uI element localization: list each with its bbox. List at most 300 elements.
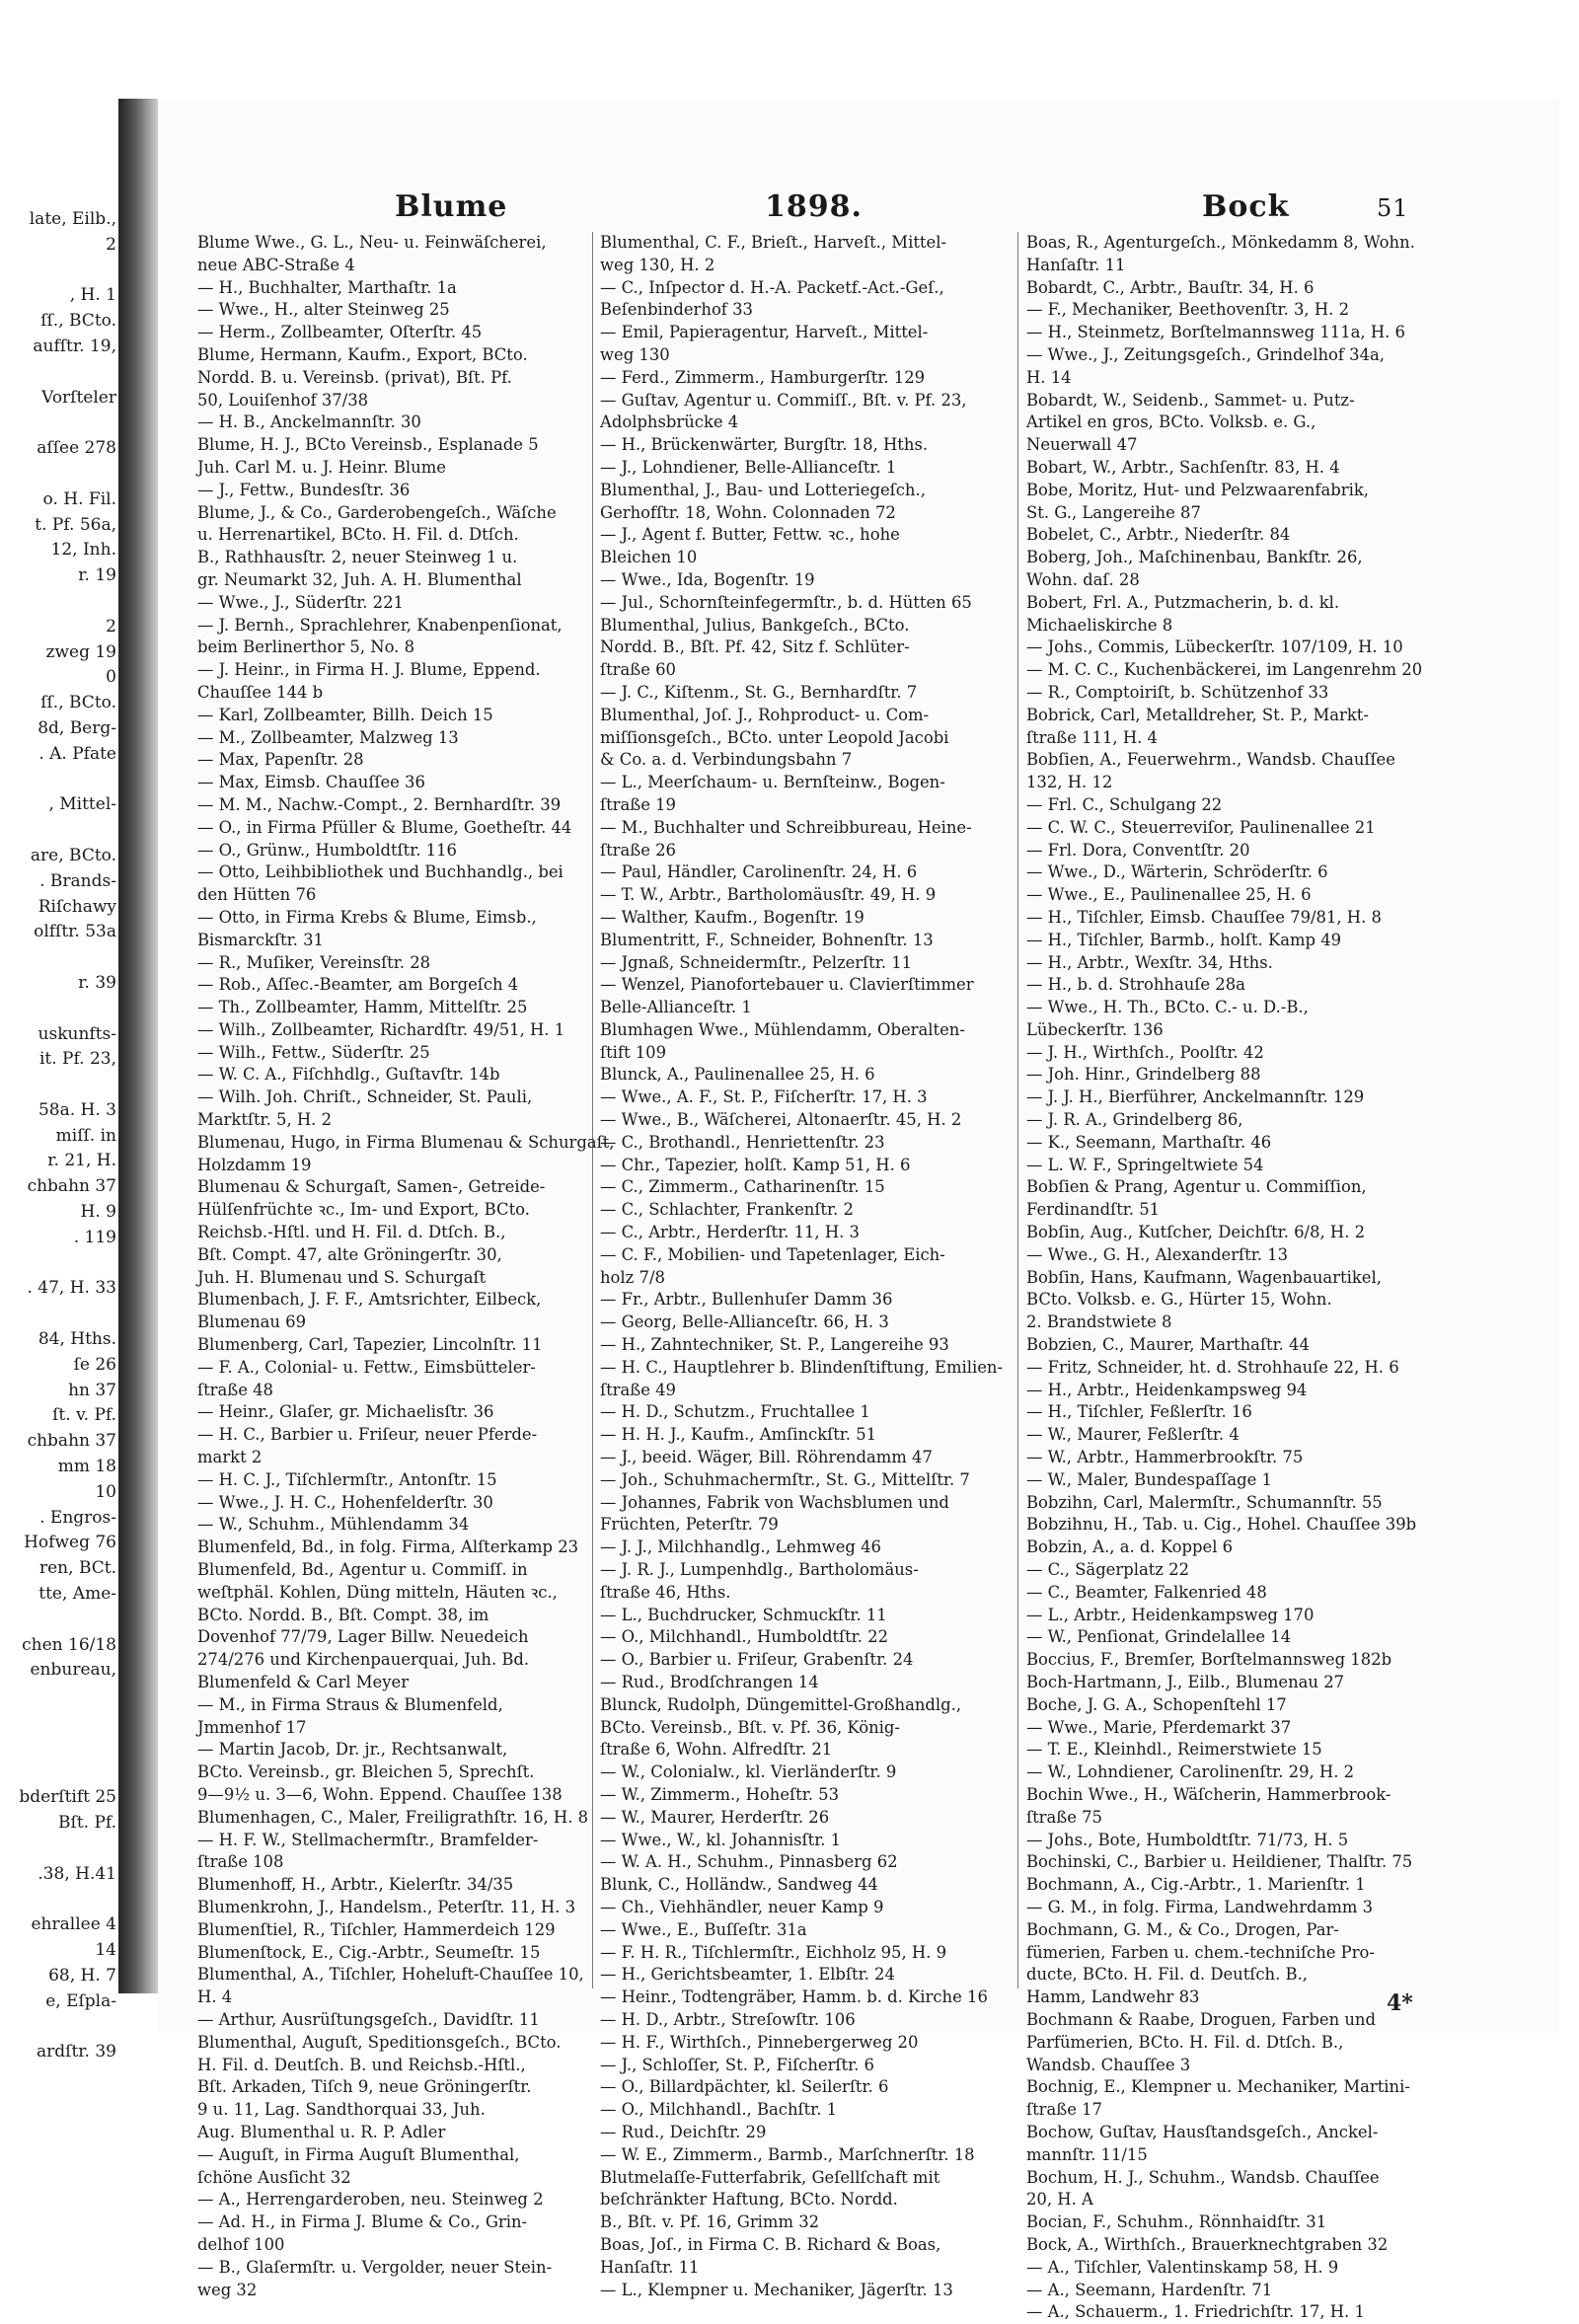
directory-entry-line: — C. W. C., Steuerreviſor, Paulinenallee 21 (1026, 817, 1376, 837)
directory-entry-line: — F., Mechaniker, Beethovenſtr. 3, H. 2 (1026, 300, 1349, 320)
directory-entry-line: Blumenhagen, C., Maler, Freiligrathſtr. 16, H. 8 (197, 1807, 589, 1827)
header-year: 1898. (765, 189, 863, 224)
directory-entry-line: miſſ. in (55, 1125, 116, 1146)
directory-entry-line: ſtraße 48 (197, 1380, 273, 1399)
directory-entry-line: — H., Arbtr., Heidenkampsweg 94 (1026, 1380, 1308, 1399)
directory-entry-line: beim Berlinerthor 5, No. 8 (197, 637, 415, 657)
directory-entry-line: . 119 (73, 1227, 116, 1247)
directory-entry-line: markt 2 (197, 1448, 263, 1467)
directory-entry-line: , Mittel- (48, 794, 116, 815)
directory-entry-line: — W., Penſionat, Grindelallee 14 (1026, 1627, 1292, 1647)
directory-entry-line: Blumenthal, J., Bau- und Lotteriegeſch., (600, 480, 926, 499)
directory-entry-line: fümerien, Farben u. chem.-techniſche Pro- (1026, 1942, 1375, 1962)
directory-entry-line: — Jul., Schornſteinfegermſtr., b. d. Hütten 65 (600, 592, 972, 612)
directory-entry-line: 9 u. 11, Lag. Sandthorquai 33, Juh. (197, 2100, 486, 2120)
directory-entry-line: — O., Milchhandl., Bachſtr. 1 (600, 2100, 838, 2120)
directory-entry-line: Bobardt, C., Arbtr., Bauſtr. 34, H. 6 (1026, 277, 1315, 297)
directory-entry-line: ſtraße 17 (1026, 2100, 1102, 2120)
directory-entry-line: — Wwe., J., Zeitungsgeſch., Grindelhof 34a, (1026, 344, 1385, 364)
directory-entry-line: — O., Milchhandl., Humboldtſtr. 22 (600, 1627, 888, 1647)
directory-entry-line: — T. W., Arbtr., Bartholomäusſtr. 49, H. 9 (600, 885, 937, 905)
directory-entry-line: late, Eilb., (29, 209, 116, 229)
directory-entry-line: Blumenau 69 (197, 1312, 307, 1332)
directory-entry-line: 2. Brandstwiete 8 (1026, 1312, 1172, 1332)
directory-entry-line: — Wwe., Ida, Bogenſtr. 19 (600, 569, 815, 589)
directory-entry-line: ſtraße 60 (600, 660, 676, 680)
directory-entry-line: — W., Arbtr., Hammerbrookſtr. 75 (1026, 1448, 1304, 1467)
directory-entry-line: Boccius, F., Bremſer, Borſtelmannsweg 182b (1026, 1650, 1392, 1670)
directory-entry-line: Bochin Wwe., H., Wäſcherin, Hammerbrook- (1026, 1784, 1391, 1804)
directory-entry-line (0, 1888, 116, 1913)
directory-entry-line: — J., Agent f. Butter, Fettw. ꝛc., hohe (600, 525, 900, 545)
directory-entry-line: — W., Maler, Bundespaſſage 1 (1026, 1469, 1272, 1489)
directory-entry-line: Bobſin, Hans, Kaufmann, Wagenbauartikel, (1026, 1267, 1382, 1287)
directory-entry-line: BCto. Volksb. e. G., Hürter 15, Wohn. (1026, 1290, 1332, 1310)
directory-entry-line: — Otto, in Firma Krebs & Blume, Eimsb., (197, 907, 537, 927)
directory-entry-line: — H., Brückenwärter, Burgſtr. 18, Hths. (600, 435, 929, 455)
directory-entry-line: Wohn. daſ. 28 (1026, 569, 1140, 589)
directory-entry-line: 2 (106, 234, 116, 255)
directory-entry-line: ren, BCt. (39, 1558, 116, 1579)
directory-entry-line: BCto. Vereinsb., Bſt. v. Pf. 36, König- (600, 1717, 900, 1737)
directory-entry-line: — Frl. C., Schulgang 22 (1026, 794, 1223, 814)
directory-entry-line: — J. Heinr., in Firma H. J. Blume, Eppend. (197, 660, 541, 680)
directory-entry-line: ſtraße 46, Hths. (600, 1582, 731, 1602)
directory-entry-line: Boberg, Joh., Maſchinenbau, Bankſtr. 26, (1026, 548, 1363, 567)
directory-entry-line: 20, H. A (1026, 2190, 1093, 2210)
directory-entry-line: — C., Brothandl., Henriettenſtr. 23 (600, 1132, 885, 1152)
directory-entry-line: Hofweg 76 (24, 1533, 116, 1553)
directory-entry-line: Bochmann, A., Cig.-Arbtr., 1. Marienſtr. 1 (1026, 1875, 1366, 1895)
directory-entry-line: — Wenzel, Pianofortebauer u. Clavierſtimmer (600, 975, 974, 995)
directory-entry-line: den Hütten 76 (197, 885, 317, 905)
directory-entry-line: — Martin Jacob, Dr. jr., Rechtsanwalt, (197, 1740, 508, 1760)
directory-entry-line: are, BCto. (30, 845, 116, 865)
directory-entry-line (0, 1761, 116, 1786)
directory-entry-line: ſe 26 (73, 1354, 116, 1375)
directory-entry-line: H. 4 (197, 1987, 233, 2007)
directory-entry-line: — H., Zahntechniker, St. P., Langereihe 93 (600, 1335, 949, 1355)
directory-entry-line: mannſtr. 11/15 (1026, 2144, 1148, 2164)
directory-entry-line: ſtraße 49 (600, 1380, 676, 1399)
directory-entry-line: — J. C., Kiſtenm., St. G., Bernhardſtr. 7 (600, 682, 918, 702)
directory-entry-line: Juh. Carl M. u. J. Heinr. Blume (197, 457, 446, 477)
directory-entry-line: Blunk, C., Holländw., Sandweg 44 (600, 1875, 878, 1895)
directory-entry-line: r. 39 (78, 972, 116, 993)
directory-entry-line: — Johs., Commis, Lübeckerſtr. 107/109, H. 10 (1026, 637, 1403, 657)
directory-entry-line: — Wilh., Zollbeamter, Richardſtr. 49/51, H. 1 (197, 1019, 565, 1039)
directory-entry-line: — M., Buchhalter und Schreibbureau, Heine- (600, 817, 972, 837)
directory-entry-line: Dovenhof 77/79, Lager Billw. Neuedeich (197, 1627, 529, 1647)
directory-entry-line: neue ABC-Straße 4 (197, 255, 355, 274)
directory-entry-line: Bobzihnu, H., Tab. u. Cig., Hohel. Chauſſee 39b (1026, 1515, 1417, 1535)
directory-entry-line: — H. D., Arbtr., Streſowſtr. 106 (600, 2009, 856, 2029)
directory-entry-line: 9—9½ u. 3—6, Wohn. Eppend. Chauſſee 138 (197, 1784, 563, 1804)
directory-entry-line: Jmmenhof 17 (197, 1717, 307, 1737)
directory-entry-line: tte, Ame- (38, 1584, 116, 1605)
directory-entry-line: — Frl. Dora, Conventſtr. 20 (1026, 840, 1250, 860)
directory-entry-line: Blumenfeld, Bd., in folg. Firma, Alſterkamp 23 (197, 1537, 579, 1557)
column-3 (1026, 232, 1446, 2322)
directory-entry-line: Michaeliskirche 8 (1026, 615, 1173, 635)
directory-entry-line: — L., Klempner u. Mechaniker, Jägerſtr. 13 (600, 2280, 953, 2299)
directory-entry-line: 2 (106, 616, 116, 637)
directory-entry-line: — W., Schuhm., Mühlendamm 34 (197, 1515, 470, 1535)
directory-entry-line: Blutmelaſſe-Futterfabrik, Geſellſchaft mit (600, 2167, 940, 2187)
directory-entry-line: — M., Zollbeamter, Malzweg 13 (197, 727, 459, 747)
directory-entry-line: Nordd. B., Bſt. Pf. 42, Sitz f. Schlüter- (600, 637, 910, 657)
directory-entry-line: — C., Zimmerm., Catharinenſtr. 15 (600, 1177, 885, 1197)
directory-entry-line: Holzdamm 19 (197, 1155, 312, 1174)
directory-entry-line: B., Bſt. v. Pf. 16, Grimm 32 (600, 2212, 820, 2232)
directory-entry-line: — H., Buchhalter, Marthaſtr. 1a (197, 277, 457, 297)
directory-entry-line: Bobart, W., Arbtr., Sachſenſtr. 83, H. 4 (1026, 457, 1340, 477)
directory-entry-line: — Wilh. Joh. Chriſt., Schneider, St. Pauli, (197, 1087, 533, 1107)
directory-entry-line (0, 945, 116, 971)
directory-entry-line: aufſtr. 19, (33, 336, 116, 356)
directory-entry-line: ſtraße 108 (197, 1852, 284, 1872)
directory-entry-line: , H. 1 (69, 285, 116, 306)
directory-entry-line: Bochum, H. J., Schuhm., Wandsb. Chauſſee (1026, 2167, 1380, 2187)
directory-entry-line: — K., Seemann, Marthaſtr. 46 (1026, 1132, 1272, 1152)
directory-entry-line: — Max, Papenſtr. 28 (197, 750, 364, 770)
directory-entry-line: — J. Bernh., Sprachlehrer, Knabenpenſionat, (197, 615, 563, 635)
directory-entry-line (0, 818, 116, 844)
directory-entry-line (0, 411, 116, 436)
directory-entry-line: Blume, H. J., BCto Vereinsb., Esplanade 5 (197, 435, 539, 455)
directory-entry-line: — Rud., Deichſtr. 29 (600, 2122, 767, 2141)
directory-entry-line (0, 1608, 116, 1633)
directory-entry-line: — J. J. H., Bierführer, Anckelmannſtr. 129 (1026, 1087, 1365, 1107)
directory-entry-line (0, 1735, 116, 1761)
directory-entry-line: — R., Muſiker, Vereinsſtr. 28 (197, 952, 431, 972)
directory-entry-line: Bocian, F., Schuhm., Rönnhaidſtr. 31 (1026, 2212, 1327, 2232)
directory-entry-line: Blumenthal, A., Tiſchler, Hoheluft-Chauſſee 10, (197, 1965, 584, 1985)
directory-entry-line: — J. R. A., Grindelberg 86, (1026, 1110, 1243, 1130)
directory-entry-line: e, Eſpla- (45, 1990, 116, 2011)
directory-entry-line: — J. J., Milchhandlg., Lehmweg 46 (600, 1537, 881, 1557)
directory-entry-line: H. 14 (1026, 367, 1072, 387)
directory-entry-line: chbahn 37 (27, 1176, 116, 1197)
directory-entry-line: — C. F., Mobilien- und Tapetenlager, Eich- (600, 1244, 945, 1264)
directory-entry-line: — Wwe., G. H., Alexanderſtr. 13 (1026, 1244, 1289, 1264)
directory-entry-line: Ferdinandſtr. 51 (1026, 1200, 1161, 1220)
directory-entry-line: 132, H. 12 (1026, 773, 1113, 792)
directory-entry-line: ſſ., BCto. (40, 693, 116, 713)
directory-entry-line: Hamm, Landwehr 83 (1026, 1987, 1200, 2007)
directory-entry-line: — H. C., Barbier u. Friſeur, neuer Pferde- (197, 1425, 538, 1445)
directory-entry-line: zweg 19 (45, 641, 116, 662)
directory-entry-line: weſtphäl. Kohlen, Düng mitteln, Häuten ꝛc., (197, 1582, 558, 1602)
directory-entry-line: — Johs., Bote, Humboldtſtr. 71/73, H. 5 (1026, 1830, 1349, 1849)
directory-entry-line: Blumenthal, C. F., Brieſt., Harveſt., Mittel- (600, 233, 946, 252)
directory-entry-line (0, 1837, 116, 1862)
directory-entry-line: — Fr., Arbtr., Bullenhuſer Damm 36 (600, 1290, 893, 1310)
directory-entry-line: ehrallee 4 (31, 1914, 116, 1935)
directory-entry-line: — Joh., Schuhmachermſtr., St. G., Mittelſtr. 7 (600, 1469, 970, 1489)
directory-entry-line: 84, Hths. (38, 1329, 116, 1350)
directory-entry-line: hn 37 (68, 1380, 116, 1400)
directory-entry-line: weg 130, H. 2 (600, 255, 715, 274)
directory-entry-line: Blumenthal, Auguſt, Speditionsgeſch., BCto. (197, 2032, 562, 2052)
directory-entry-line: Blume, J., & Co., Garderobengeſch., Wäſche (197, 502, 557, 522)
directory-entry-line: Blumenfeld, Bd., Agentur u. Commiſſ. in (197, 1560, 528, 1580)
directory-entry-line: 0 (106, 667, 116, 688)
directory-entry-line: Blumenkrohn, J., Handelsm., Peterſtr. 11, H. 3 (197, 1897, 576, 1916)
directory-entry-line (0, 2015, 116, 2041)
directory-entry-line: Bobzien, C., Maurer, Marthaſtr. 44 (1026, 1335, 1310, 1355)
directory-entry-line: — Herm., Zollbeamter, Oſterſtr. 45 (197, 323, 483, 342)
column-rule-2 (1017, 232, 1018, 1988)
directory-entry-line: Bobrick, Carl, Metalldreher, St. P., Markt- (1026, 705, 1369, 724)
directory-entry-line: — Arthur, Ausrüſtungsgeſch., Davidſtr. 11 (197, 2009, 540, 2029)
directory-entry-line: — Wilh., Fettw., Süderſtr. 25 (197, 1042, 430, 1062)
directory-entry-line: ſtraße 75 (1026, 1807, 1102, 1827)
directory-entry-line: Artikel en gros, BCto. Volksb. e. G., (1026, 412, 1316, 432)
directory-entry-line: 50, Louiſenhof 37/38 (197, 390, 369, 410)
directory-entry-line: — W., Colonialw., kl. Vierländerſtr. 9 (600, 1762, 897, 1782)
directory-entry-line: & Co. a. d. Verbindungsbahn 7 (600, 750, 853, 770)
directory-entry-line: — W. E., Zimmerm., Barmb., Marſchnerſtr. 18 (600, 2144, 975, 2164)
directory-entry-line: — T. E., Kleinhdl., Reimerstwiete 15 (1026, 1740, 1322, 1760)
directory-entry-line: chbahn 37 (27, 1431, 116, 1452)
directory-entry-line: — O., Billardpächter, kl. Seilerſtr. 6 (600, 2077, 889, 2097)
directory-entry-line: — O., in Firma Pfüller & Blume, Goetheſtr. 44 (197, 817, 572, 837)
directory-entry-line: Vorſteler (41, 387, 116, 408)
directory-entry-line: Adolphsbrücke 4 (600, 412, 739, 432)
directory-entry-line: — H., Tiſchler, Barmb., holſt. Kamp 49 (1026, 930, 1342, 949)
directory-entry-line: 274/276 und Kirchenpauerquai, Juh. Bd. (197, 1650, 530, 1670)
directory-entry-line: Blumenthal, Julius, Bankgeſch., BCto. (600, 615, 910, 635)
directory-entry-line: Blumentritt, F., Schneider, Bohnenſtr. 13 (600, 930, 934, 949)
directory-entry-line: 14 (95, 1940, 116, 1961)
header-right-keyword: Bock (1202, 189, 1290, 224)
directory-entry-line: . Engros- (39, 1507, 116, 1528)
directory-entry-line: .38, H.41 (38, 1863, 116, 1884)
directory-entry-line: — Johannes, Fabrik von Wachsblumen und (600, 1492, 949, 1512)
directory-entry-line: — C., Beamter, Falkenried 48 (1026, 1582, 1267, 1602)
directory-entry-line: ſtraße 26 (600, 840, 676, 860)
directory-entry-line: — Auguſt, in Firma Auguſt Blumenthal, (197, 2144, 520, 2164)
directory-entry-line: — W. C. A., Fiſchhdlg., Guſtavſtr. 14b (197, 1065, 500, 1085)
directory-entry-line: Bſt. Compt. 47, alte Gröningerſtr. 30, (197, 1244, 502, 1264)
directory-entry-line: Bock, A., Wirthſch., Brauerknechtgraben 32 (1026, 2234, 1389, 2254)
directory-entry-line: — R., Comptoiriſt, b. Schützenhof 33 (1026, 682, 1329, 702)
directory-entry-line: — A., Tiſchler, Valentinskamp 58, H. 9 (1026, 2257, 1339, 2277)
directory-entry-line: H. 9 (80, 1202, 116, 1223)
directory-entry-line: mm 18 (57, 1457, 116, 1477)
directory-entry-line: Bobert, Frl. A., Putzmacherin, b. d. kl. (1026, 592, 1340, 612)
directory-entry-line: aſſee 278 (37, 438, 116, 459)
directory-entry-line: — L., Meerſchaum- u. Bernſteinw., Bogen- (600, 773, 945, 792)
directory-entry-line: — Rob., Aſſec.-Beamter, am Borgeſch 4 (197, 975, 519, 995)
directory-entry-line: beſchränkter Haftung, BCto. Nordd. (600, 2190, 898, 2210)
directory-entry-line: Früchten, Peterſtr. 79 (600, 1515, 779, 1535)
left-page-fragment (0, 207, 116, 2062)
directory-entry-line: r. 19 (78, 565, 116, 586)
directory-entry-line: — H. C. J., Tiſchlermſtr., Antonſtr. 15 (197, 1469, 497, 1489)
directory-entry-line: — Wwe., Marie, Pferdemarkt 37 (1026, 1717, 1292, 1737)
directory-entry-line: Bobzihn, Carl, Malermſtr., Schumannſtr. 55 (1026, 1492, 1383, 1512)
directory-entry-line: 8d, Berg- (38, 717, 116, 738)
directory-entry-line: — H., Steinmetz, Borſtelmannsweg 111a, H. 6 (1026, 323, 1405, 342)
directory-entry-line: — Wwe., J. H. C., Hohenfelderſtr. 30 (197, 1492, 493, 1512)
directory-entry-line: Bleichen 10 (600, 548, 698, 567)
directory-entry-line: Blunck, Rudolph, Düngemittel-Großhandlg., (600, 1694, 962, 1714)
directory-entry-line: — A., Schauerm., 1. Friedrichſtr. 17, H. 1 (1026, 2302, 1365, 2322)
directory-entry-line: weg 130 (600, 344, 670, 364)
directory-entry-line: — J., Fettw., Bundesſtr. 36 (197, 480, 411, 499)
directory-entry-line: B., Rathhausſtr. 2, neuer Steinweg 1 u. (197, 548, 518, 567)
directory-entry-line: Blumenau & Schurgaſt, Samen-, Getreide- (197, 1177, 546, 1197)
directory-entry-line: — G. M., in folg. Firma, Landwehrdamm 3 (1026, 1897, 1374, 1916)
directory-entry-line: Bobſien, A., Feuerwehrm., Wandsb. Chauſſee (1026, 750, 1395, 770)
directory-entry-line: ſtift 109 (600, 1042, 667, 1062)
directory-entry-line: Blumenbach, J. F. F., Amtsrichter, Eilbeck, (197, 1290, 542, 1310)
directory-entry-line: Bochmann, G. M., & Co., Drogen, Par- (1026, 1919, 1339, 1939)
directory-entry-line: — Paul, Händler, Carolinenſtr. 24, H. 6 (600, 862, 918, 882)
directory-entry-line: — H., Arbtr., Wexſtr. 34, Hths. (1026, 952, 1273, 972)
directory-entry-line: ſtraße 6, Wohn. Alfredſtr. 21 (600, 1740, 833, 1760)
directory-entry-line: Bochmann & Raabe, Droguen, Farben und (1026, 2009, 1376, 2029)
directory-entry-line: Nordd. B. u. Vereinsb. (privat), Bſt. Pf. (197, 367, 512, 387)
directory-entry-line: ſtraße 111, H. 4 (1026, 727, 1158, 747)
directory-entry-line: . A. Pfate (38, 743, 116, 764)
directory-entry-line: Riſchawy (38, 896, 116, 917)
directory-entry-line: — H. F., Wirthſch., Pinnebergerweg 20 (600, 2032, 919, 2052)
directory-entry-line: Lübeckerſtr. 136 (1026, 1019, 1164, 1039)
directory-entry-line: Bobſien & Prang, Agentur u. Commiſſion, (1026, 1177, 1367, 1197)
directory-entry-line: weg 32 (197, 2280, 258, 2299)
directory-entry-line: — J. R. J., Lumpenhdlg., Bartholomäus- (600, 1560, 919, 1580)
directory-entry-line (0, 462, 116, 487)
directory-entry-line: Blumenthal, Joſ. J., Rohproduct- u. Com- (600, 705, 930, 724)
header-left-keyword: Blume (395, 189, 508, 224)
directory-entry-line: — Heinr., Todtengräber, Hamm. b. d. Kirche 16 (600, 1987, 988, 2007)
directory-entry-line: Bobzin, A., a. d. Koppel 6 (1026, 1537, 1234, 1557)
directory-entry-line: — L. W. F., Springeltwiete 54 (1026, 1155, 1264, 1174)
directory-entry-line: Blumenau, Hugo, in Firma Blumenau & Schurgaſt, (197, 1132, 615, 1152)
directory-entry-line: H. Fil. d. Deutſch. B. und Reichsb.-Hſtl., (197, 2055, 526, 2074)
directory-entry-line: — Emil, Papieragentur, Harveſt., Mittel- (600, 323, 929, 342)
directory-entry-line: — H. D., Schutzm., Fruchtallee 1 (600, 1402, 870, 1422)
directory-entry-line: Boas, Joſ., in Firma C. B. Richard & Boas, (600, 2234, 941, 2254)
directory-entry-line: — Th., Zollbeamter, Hamm, Mittelſtr. 25 (197, 998, 528, 1017)
directory-entry-line: — Fritz, Schneider, ht. d. Strohhauſe 22, H. 6 (1026, 1357, 1399, 1377)
directory-entry-line: Bochnig, E., Klempner u. Mechaniker, Martini- (1026, 2077, 1410, 2097)
directory-entry-line: uskunfts- (38, 1023, 116, 1044)
book-gutter (118, 99, 158, 1993)
directory-entry-line: Blumenberg, Carl, Tapezier, Lincolnſtr. 11 (197, 1335, 543, 1355)
column-1 (197, 232, 615, 2299)
directory-entry-line: Juh. H. Blumenau und S. Schurgaſt (197, 1267, 487, 1287)
directory-entry-line: — H., Gerichtsbeamter, 1. Elbſtr. 24 (600, 1965, 895, 1985)
directory-entry-line: . Brands- (39, 870, 116, 891)
directory-entry-line: — Walther, Kaufm., Bogenſtr. 19 (600, 907, 865, 927)
directory-entry-line: Bſt. Pf. (58, 1813, 116, 1834)
directory-entry-line: — Ch., Viehhändler, neuer Kamp 9 (600, 1897, 884, 1916)
directory-entry-line: — M. M., Nachw.-Compt., 2. Bernhardſtr. 39 (197, 794, 562, 814)
directory-entry-line: — O., Barbier u. Friſeur, Grabenſtr. 24 (600, 1650, 914, 1670)
page-header (158, 189, 1559, 229)
directory-entry-line: Neuerwall 47 (1026, 435, 1138, 455)
directory-entry-line: Blunck, A., Paulinenallee 25, H. 6 (600, 1065, 875, 1085)
directory-entry-line: 12, Inh. (50, 540, 116, 561)
directory-entry-line: — F. A., Colonial- u. Fettw., Eimsbütteler- (197, 1357, 536, 1377)
directory-entry-line: Chauſſee 144 b (197, 682, 324, 702)
directory-entry-line: — C., Arbtr., Herderſtr. 11, H. 3 (600, 1223, 860, 1242)
directory-entry-line: — J., beeid. Wäger, Bill. Röhrendamm 47 (600, 1448, 933, 1467)
directory-entry-line: Blumenſtiel, R., Tiſchler, Hammerdeich 129 (197, 1919, 556, 1939)
directory-entry-line: — H. C., Hauptlehrer b. Blindenſtiftung, Emilien- (600, 1357, 1004, 1377)
directory-entry-line: — Otto, Leihbibliothek und Buchhandlg., bei (197, 862, 564, 882)
directory-entry-line: . 47, H. 33 (27, 1278, 116, 1299)
directory-entry-line: Blume Wwe., G. L., Neu- u. Feinwäſcherei, (197, 233, 547, 252)
directory-entry-line: — Chr., Tapezier, holſt. Kamp 51, H. 6 (600, 1155, 911, 1174)
directory-entry-line: — Wwe., H. Th., BCto. C.- u. D.-B., (1026, 998, 1309, 1017)
directory-entry-line: 10 (95, 1481, 116, 1502)
directory-entry-line: — C., Inſpector d. H.-A. Packetf.-Act.-Geſ., (600, 277, 944, 297)
directory-entry-line: — Georg, Belle-Allianceſtr. 66, H. 3 (600, 1312, 889, 1332)
page-number: 51 (1377, 194, 1409, 222)
directory-entry-line: Hülſenfrüchte ꝛc., Im- und Export, BCto. (197, 1200, 530, 1220)
directory-entry-line: — Joh. Hinr., Grindelberg 88 (1026, 1065, 1261, 1085)
directory-entry-line: ſtraße 19 (600, 794, 676, 814)
directory-entry-line: — Rud., Brodſchrangen 14 (600, 1673, 819, 1691)
directory-entry-line: — A., Herrengarderoben, neu. Steinweg 2 (197, 2190, 544, 2210)
directory-entry-line: — Karl, Zollbeamter, Billh. Deich 15 (197, 705, 493, 724)
directory-entry-line: — Jgnaß, Schneidermſtr., Pelzerſtr. 11 (600, 952, 913, 972)
directory-entry-line (0, 589, 116, 615)
directory-entry-line: — Wwe., H., alter Steinweg 25 (197, 300, 450, 320)
directory-entry-line: — L., Arbtr., Heidenkampsweg 170 (1026, 1605, 1315, 1624)
directory-entry-line: Bobelet, C., Arbtr., Niederſtr. 84 (1026, 525, 1291, 545)
directory-entry-line: Bobardt, W., Seidenb., Sammet- u. Putz- (1026, 390, 1355, 410)
directory-entry-line: Aug. Blumenthal u. R. P. Adler (197, 2122, 446, 2141)
directory-entry-line: — C., Schlachter, Frankenſtr. 2 (600, 1200, 854, 1220)
directory-entry-line: 68, H. 7 (48, 1965, 116, 1986)
directory-entry-line: — Wwe., D., Wärterin, Schröderſtr. 6 (1026, 862, 1328, 882)
directory-entry-line: Reichsb.-Hſtl. und H. Fil. d. Dtſch. B., (197, 1223, 506, 1242)
directory-entry-line: BCto. Vereinsb., gr. Bleichen 5, Sprechſt. (197, 1762, 535, 1782)
directory-entry-line: — M., in Firma Straus & Blumenfeld, (197, 1694, 503, 1714)
directory-entry-line: o. H. Fil. (42, 488, 116, 509)
signature-mark: 4* (1387, 1990, 1413, 2016)
directory-entry-line: Bobe, Moritz, Hut- und Pelzwaarenfabrik, (1026, 480, 1369, 499)
directory-entry-line: Blumhagen Wwe., Mühlendamm, Oberalten- (600, 1019, 965, 1039)
directory-entry-line: — W. A. H., Schuhm., Pinnasberg 62 (600, 1852, 898, 1872)
directory-entry-line: olfſtr. 53a (34, 922, 116, 942)
directory-entry-line: Hanſaſtr. 11 (1026, 255, 1126, 274)
directory-entry-line: — Wwe., B., Wäſcherei, Altonaerſtr. 45, H. 2 (600, 1110, 962, 1130)
directory-entry-line (0, 997, 116, 1022)
directory-entry-line (0, 1709, 116, 1735)
directory-entry-line: — L., Buchdrucker, Schmuckſtr. 11 (600, 1605, 887, 1624)
directory-entry-line: 58a. H. 3 (38, 1099, 116, 1120)
directory-entry-line: — A., Seemann, Hardenſtr. 71 (1026, 2280, 1273, 2299)
directory-entry-line: Wandsb. Chauſſee 3 (1026, 2055, 1191, 2074)
directory-entry-line: — F. H. R., Tiſchlermſtr., Eichholz 95, H. 9 (600, 1942, 947, 1962)
directory-entry-line: Hanſaſtr. 11 (600, 2257, 700, 2277)
directory-entry-line: — W., Maurer, Feßlerſtr. 4 (1026, 1425, 1240, 1445)
directory-entry-line: chen 16/18 (22, 1634, 116, 1655)
directory-entry-line: — H. B., Anckelmannſtr. 30 (197, 412, 421, 432)
directory-entry-line (0, 259, 116, 284)
directory-entry-line: Gerhofſtr. 18, Wohn. Colonnaden 72 (600, 502, 896, 522)
directory-entry-line: Blumenfeld & Carl Meyer (197, 1673, 410, 1691)
directory-entry-line: — W., Zimmerm., Hoheſtr. 53 (600, 1784, 840, 1804)
directory-entry-line: — Max, Eimsb. Chauſſee 36 (197, 773, 425, 792)
